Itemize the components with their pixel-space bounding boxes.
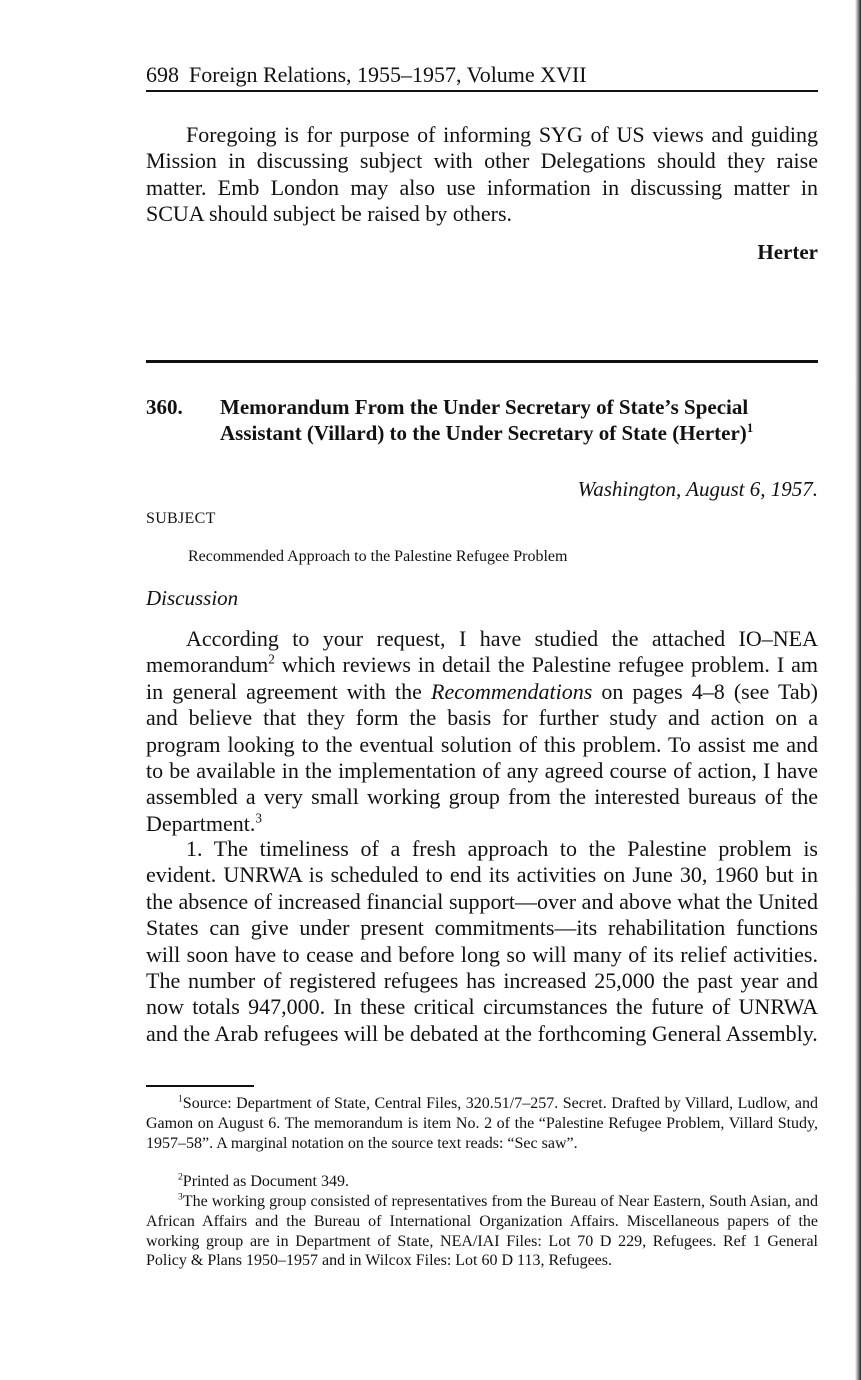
footnote-text: Printed as Document 349.	[182, 1173, 349, 1190]
page-edge-shadow	[855, 0, 861, 1380]
para1-text-c: on pages 4–8 (see Tab) and believe that they form the basis for further study and action on a program looking to the eventual solution of this problem. To assist me and to be available in the implementation of any agreed course of action, I have assembled a very small working group from the interested bureaus of the Department.	[146, 678, 818, 836]
para1-emphasis: Recommendations	[431, 678, 593, 704]
footnote-1	[146, 1094, 818, 1153]
page-number: 698	[146, 62, 179, 87]
subject-text: Recommended Approach to the Palestine Refugee Problem	[188, 548, 568, 565]
running-title: Foreign Relations, 1955–1957, Volume XVII	[189, 62, 587, 87]
document-title-text: Memorandum From the Under Secretary of State’s Special Assistant (Villard) to the Under Secretary of State (Herter)	[220, 395, 749, 445]
document-number: 360.	[146, 395, 183, 419]
discussion-paragraph-1	[146, 626, 818, 837]
section-divider	[146, 360, 818, 363]
footnote-divider	[146, 1085, 254, 1087]
footnote-2	[146, 1172, 818, 1192]
footnote-mark: 3	[178, 1191, 183, 1203]
running-header	[146, 62, 818, 92]
para1-text-b: which reviews in detail the Palestine refugee problem. I am in general agreement with the	[146, 652, 818, 704]
footnote-ref-2[interactable]: 2	[268, 652, 275, 668]
discussion-paragraph-2: 1. The timeliness of a fresh approach to the Palestine problem is evident. UNRWA is scheduled to end its activities on June 30, 1960 but in the absence of increased financial support—over and above what the United States can give under present commitments—its rehabilitation functions will soon have to cease and before long so will many of its relief activities. The number of registered refugees has increased 25,000 the past year and now totals 947,000. In these critical circumstances the future of UNRWA and the Arab refugees will be debated at the forthcoming General Assembly.	[146, 836, 818, 1046]
dateline: Washington, August 6, 1957.	[577, 477, 818, 501]
footnote-ref-1[interactable]: 1	[746, 421, 754, 435]
closing-paragraph: Foregoing is for purpose of informing SYG of US views and guiding Mission in discussing subject with other Delegations should they raise matter. Emb London may also use information in discussing matter in SCUA should subject be raised by others.	[146, 122, 818, 227]
signature: Herter	[757, 240, 818, 264]
footnote-mark: 1	[178, 1093, 183, 1105]
subject-label: SUBJECT	[146, 510, 216, 527]
footnote-text: Source: Department of State, Central Files, 320.51/7–257. Secret. Drafted by Villard, Ludlow, and Gamon on August 6. The memorandum is item No. 2 of the “Palestine Refugee Problem, Villard Study, 1957–58”. A marginal notation on the source text reads: “Sec saw”.	[146, 1095, 818, 1152]
discussion-label: Discussion	[146, 586, 239, 610]
footnote-ref-3[interactable]: 3	[255, 810, 262, 826]
footnote-3	[146, 1192, 818, 1271]
para1-text-a: According to your request, I have studied the attached IO–NEA memorandum	[146, 626, 818, 678]
document-title	[220, 394, 820, 446]
footnote-mark: 2	[178, 1171, 183, 1183]
footnote-text: The working group consisted of representatives from the Bureau of Near Eastern, South Asian, and African Affairs and the Bureau of International Organization Affairs. Miscellaneous papers of the working group are in Department of State, NEA/IAI Files: Lot 70 D 229, Refugees. Ref 1 General Policy & Plans 1950–1957 and in Wilcox Files: Lot 60 D 113, Refugees.	[146, 1193, 818, 1270]
